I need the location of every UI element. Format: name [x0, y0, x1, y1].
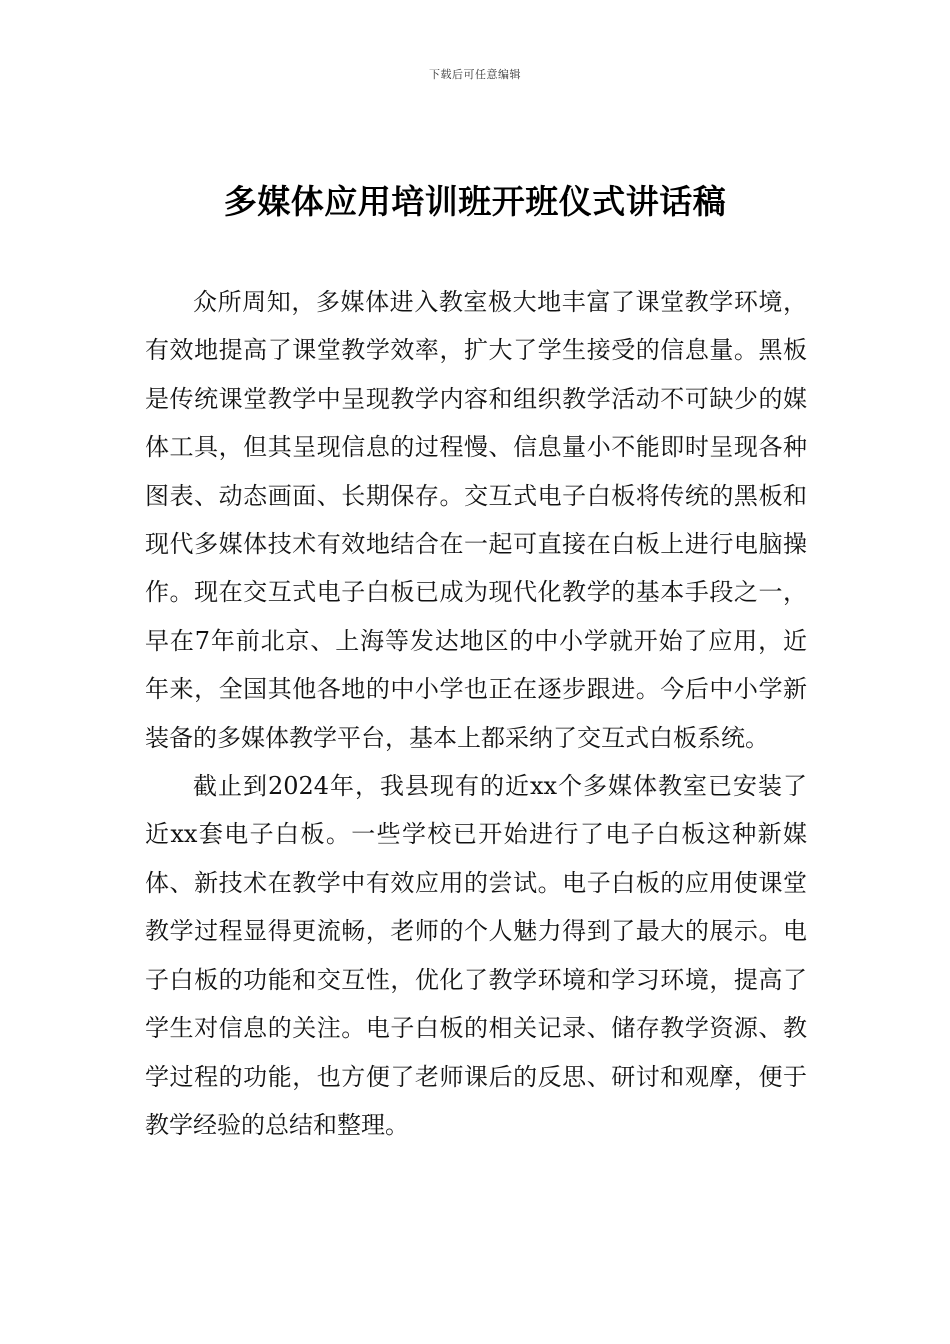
document-body — [145, 278, 807, 1149]
body-paragraph-1: 众所周知，多媒体进入教室极大地丰富了课堂教学环境，有效地提高了课堂教学效率，扩大了学生接受的信息量。黑板是传统课堂教学中呈现教学内容和组织教学活动不可缺少的媒体工具，但其呈现信息的过程慢、信息量小不能即时呈现各种图表、动态画面、长期保存。交互式电子白板将传统的黑板和现代多媒体技术有效地结合在一起可直接在白板上进行电脑操作。现在交互式电子白板已成为现代化教学的基本手段之一，早在7年前北京、上海等发达地区的中小学就开始了应用，近年来，全国其他各地的中小学也正在逐步跟进。今后中小学新装备的多媒体教学平台，基本上都采纳了交互式白板系统。 — [145, 288, 807, 752]
document-title: 多媒体应用培训班开班仪式讲话稿 — [223, 182, 727, 221]
header-note: 下载后可任意编辑 — [429, 68, 521, 81]
body-paragraph-2: 截止到2024年，我县现有的近xx个多媒体教室已安装了近xx套电子白板。一些学校已开始进行了电子白板这种新媒体、新技术在教学中有效应用的尝试。电子白板的应用使课堂教学过程显得更流畅，老师的个人魅力得到了最大的展示。电子白板的功能和交互性，优化了教学环境和学习环境，提高了学生对信息的关注。电子白板的相关记录、储存教学资源、教学过程的功能，也方便了老师课后的反思、研讨和观摩，便于教学经验的总结和整理。 — [145, 772, 807, 1139]
